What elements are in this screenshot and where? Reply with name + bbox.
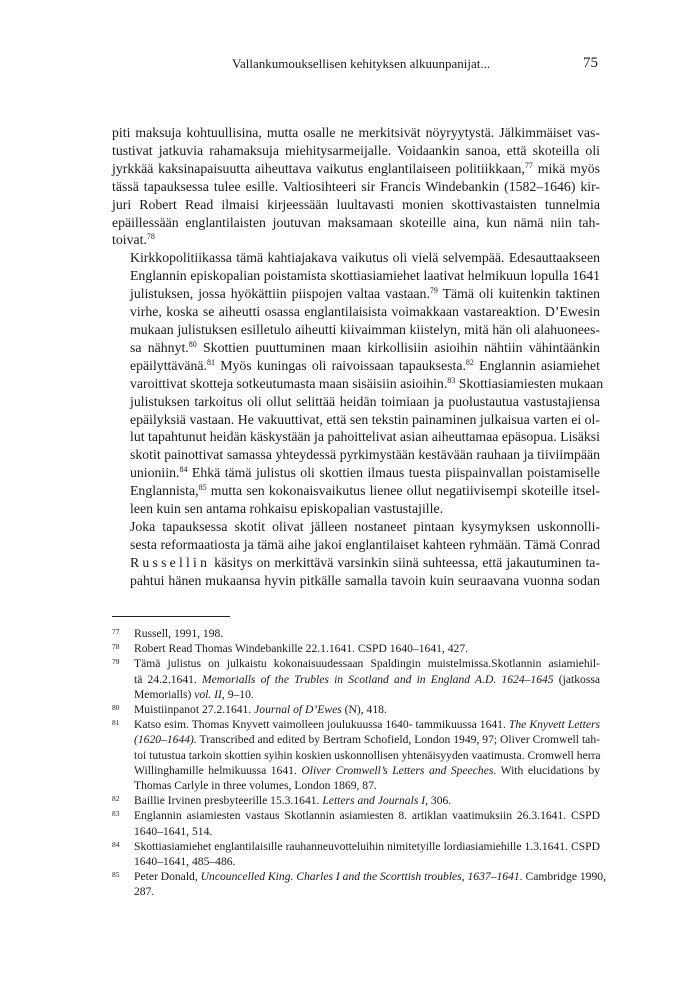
text-line: Joka tapauksessa skotit olivat jälleen nostaneet pintaan kysymyksen uskonnolli- (130, 518, 600, 534)
text-line: sa nähnyt.$^{80}$ Skottien puuttuminen maan kirkollisiin asioihin nähtiin vähintäänkin (130, 339, 600, 355)
text-line: juri Robert Read ilmaisi kirjeessään luultavasti monien skottivastaisten tunnelmia (112, 196, 600, 212)
spaced-name: Russellin (130, 554, 211, 570)
footnote-number: 78 (112, 642, 120, 652)
footnote-number: 79 (112, 657, 120, 667)
footnote-ref[interactable]: 80 (188, 339, 197, 349)
footnote-number: 85 (112, 870, 120, 880)
paragraph-3 (112, 518, 600, 590)
paragraph-2 (112, 249, 604, 518)
text-line: toivat.$^{78}$ (112, 232, 155, 248)
footnote-ref[interactable]: 79 (429, 286, 438, 296)
footnote-77: 77 Russell, 1991, 198. (112, 627, 224, 640)
footnote-ref[interactable]: 85 (198, 483, 207, 493)
footnote-80: 80 Muistiinpanot 27.2.1641. Journal of D’Ewes (N), 418. (112, 703, 387, 717)
footnote-number: 84 (112, 839, 120, 849)
footnote-ref[interactable]: 84 (179, 465, 188, 475)
text-line: tässä tapauksessa tulee esille. Valtiosihteeri sir Francis Windebankin (1582–1646) kir- (112, 178, 600, 194)
footnote-82: 82 Baillie Irvinen presbyteerille 15.3.1641. Letters and Journals I, 306. (112, 794, 452, 808)
text-line: julistuksen, jossa hyökättiin piispojen valtaa vastaan.$^{79}$ Tämä oli kuitenkin taktinen (130, 286, 601, 302)
footnote-number: 77 (112, 627, 120, 636)
footnote-number: 83 (112, 809, 120, 819)
text-line: julistuksen tarkoitus oli ollut selittää heidän toimiaan ja puolustautua vastustajiensa (130, 393, 600, 409)
footnote-separator (112, 616, 230, 617)
text-line: epäilyttävänä.$^{81}$ Myös kuningas oli raivoissaan tapauksesta.$^{82}$ Englannin asiamiehet (130, 357, 600, 373)
text-line: Russellin käsitys on merkittävä varsinkin siinä suhteessa, että jakautuminen ta- (130, 554, 600, 570)
footnote-79: 79 Tämä julistus on julkaistu kokonaisuudessaan Spaldingin muistelmissa.Skotlannin asiamiehil- tä 24.2.1641. Memorialls of the Trubles in Scotland and in England A.D. 1624–1645 (jatkossa Memorialls) vol. II, 9–10. (112, 657, 600, 701)
footnote-ref[interactable]: 78 (146, 232, 155, 242)
text-line: piti maksuja kohtuullisina, mutta osalle ne merkitsivät nöyryytystä. Jälkimmäiset vas- (112, 125, 600, 140)
paragraph-1 (112, 124, 600, 249)
text-line: Englannista,$^{85}$ mutta sen kokonaisvaikutus lienee ollut negatiivisempi skoteille itsel- (130, 483, 600, 499)
footnote-number: 81 (112, 718, 120, 728)
running-title: Vallankumouksellisen kehityksen alkuunpanijat... (232, 56, 491, 71)
footnote-ref[interactable]: 77 (524, 160, 533, 170)
footnote-ref[interactable]: 81 (207, 357, 215, 367)
footnote-number: 82 (112, 794, 120, 804)
footnote-78: 78 Robert Read Thomas Windebankille 22.1.1641. CSPD 1640–1641, 427. (112, 642, 469, 656)
footnote-ref[interactable]: 83 (447, 375, 456, 385)
text-line: tustivat jatkuvia rahamaksuja miehitysarmeijalle. Voidaankin sanoa, että skoteilla oli (112, 142, 600, 158)
body-text (112, 124, 604, 590)
text-line: epäilyksiä vastaan. He vakuuttivat, että sen tekstin painaminen julkaisua varten ei ol- (130, 411, 600, 427)
footnote-81: 81 Katso esim. Thomas Knyvett vaimolleen joulukuussa 1640- tammikuussa 1641. The Knyvett Letters (1620–1644). Transcribed and edited by Bertram Schofield, London 1949, 97; Oliver Cromwell tah- toi tutustua tarkoin skottien syihin koskien uskonnollisen yhtenäisyyden vaatimusta. Cromwell herra Willinghamille helmikuussa 1641. Oliver Cromwell’s Letters and Speeches. With elucidations by Thomas Carlyle in three volumes, London 1869, 87. (112, 718, 601, 793)
footnote-ref[interactable]: 82 (465, 357, 474, 367)
text-line: leen kuin sen antama rohkaisu episkopalian vastustajille. (130, 501, 444, 517)
text-line: varoittivat skotteja sotkeutumasta maan sisäisiin asioihin.$^{83}$ Skottiasiamiesten mukaan (130, 375, 604, 391)
text-line: virhe, koska se aiheutti osassa englantilaisista voimakkaan vastareaktion. D’Ewesin (130, 304, 600, 320)
text-line: unioniin.$^{84}$ Ehkä tämä julistus oli skottien ilmaus tuesta piispainvallan poistamiselle (130, 465, 600, 481)
footnotes (112, 626, 606, 900)
text-line: mukaan julistuksen esilletulo aiheutti kiivaimman kiistelyn, mitä hän oli alahuonees- (130, 321, 600, 337)
footnote-85: 85 Peter Donald, Uncouncelled King. Charles I and the Scorttish troubles, 1637–1641. Cambridge 1990, 287. (112, 870, 606, 899)
text-line: jyrkkää kaksinapaisuutta aiheuttava vaikutus englantilaiseen politiikkaan,$^{77}$ mikä myös (112, 160, 600, 176)
text-line: Englannin episkopalian poistamista skottiasiamiehet laativat helmikuun lopulla 1641 (130, 268, 600, 284)
text-line: pahtui hänen mukaansa hyvin pitkälle samalla tavoin kuin seuraavana vuonna sodan (130, 572, 600, 588)
text-line: skotit painottivat samassa yhteydessä pyrkimystään kestävään rauhaan ja tiiviimpään (130, 447, 600, 463)
footnote-84: 84 Skottiasiamiehet englantilaisille rauhanneuvotteluihin nimitetyille lordiasiamiehille 1.3.1641. CSPD 1640–1641, 485–486. (112, 839, 600, 869)
running-head (0, 56, 700, 76)
footnote-83: 83 Englannin asiamiesten vastaus Skotlannin asiamiesten 8. artiklan vaatimuksiin 26.3.1641. CSPD 1640–1641, 514. (112, 809, 600, 838)
text-line: Kirkkopolitiikassa tämä kahtiajakava vaikutus oli vielä selvempää. Edesauttaakseen (130, 250, 600, 266)
page-number: 75 (583, 55, 598, 71)
text-line: lut tapahtunut heidän käskystään ja pahoittelivat asian aiheuttamaa epäsopua. Lisäksi (130, 429, 600, 445)
text-line: epäillessään englantilaisten joutuvan maksamaan skoteille aina, kun nämä niin tah- (112, 214, 600, 230)
text-line: sesta reformaatiosta ja tämä aihe jakoi englantilaiset kahteen ryhmään. Tämä Conrad (130, 536, 600, 552)
footnote-number: 80 (112, 703, 120, 713)
